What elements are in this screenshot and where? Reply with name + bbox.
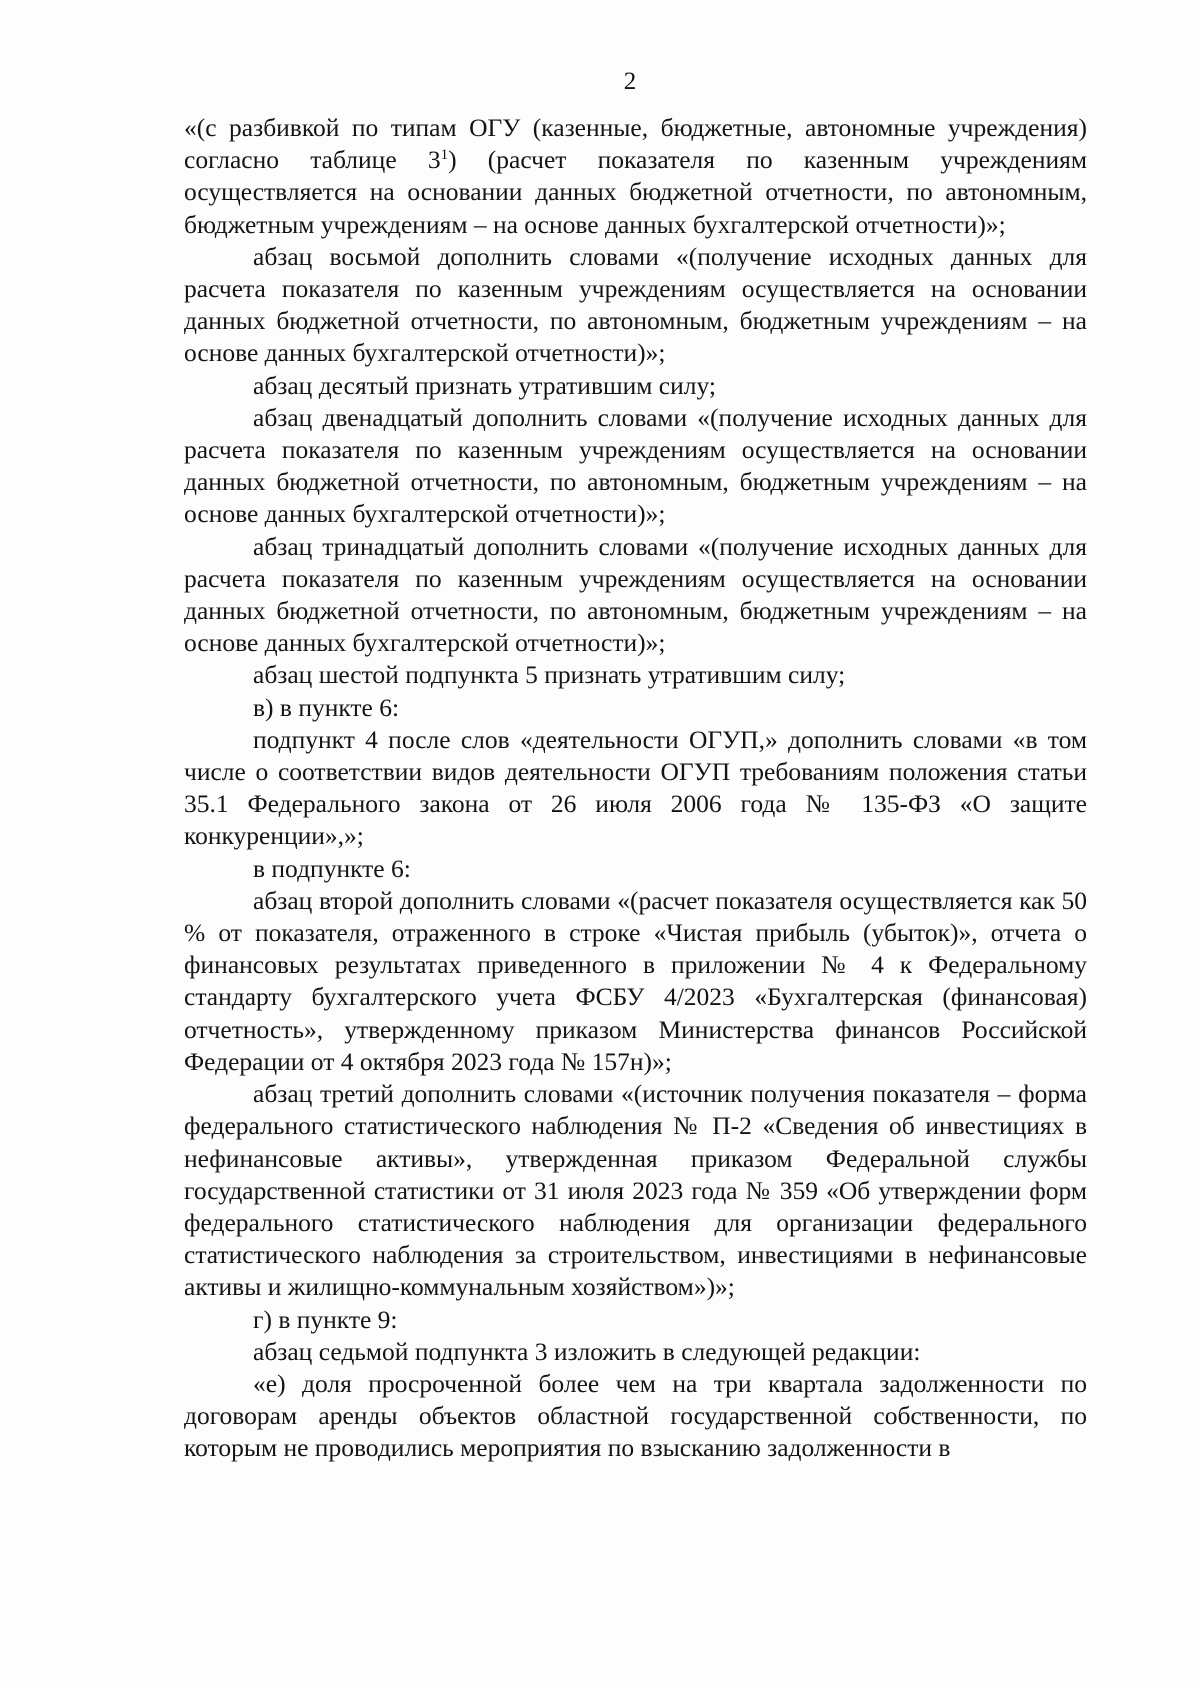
paragraph-1	[184, 112, 1087, 241]
page-number: 2	[623, 68, 637, 95]
paragraph-2: абзац восьмой дополнить словами «(получение исходных данных для расчета показателя по казенным учреждениям осуществляется на основании данных бюджетной отчетности, по автономным, бюджетным учреждениям – на основе данных бухгалтерской отчетности)»;	[184, 241, 1087, 368]
paragraph-text-continued: ) (расчет показателя по казенным учреждениям осуществляется на основании данных бюджетной отчетности, по автономным, бюджетным учреждениям – на основе данных бухгалтерской отчетности)»;	[184, 145, 1087, 239]
document-body	[184, 112, 1087, 1465]
paragraph-12: г) в пункте 9:	[253, 1304, 398, 1334]
paragraph-8: подпункт 4 после слов «деятельности ОГУП,» дополнить словами «в том числе о соответствии видов деятельности ОГУП требованиям положения статьи 35.1 Федерального закона от 26 июля 2006 года № 135-ФЗ «О защите конкуренции»,»;	[184, 724, 1087, 851]
paragraph-4: абзац двенадцатый дополнить словами «(получение исходных данных для расчета показателя по казенным учреждениям осуществляется на основании данных бюджетной отчетности, по автономным, бюджетным учреждениям – на основе данных бухгалтерской отчетности)»;	[184, 402, 1087, 529]
paragraph-3: абзац десятый признать утратившим силу;	[253, 370, 716, 400]
paragraph-6: абзац шестой подпункта 5 признать утратившим силу;	[253, 660, 846, 690]
paragraph-9: в подпункте 6:	[253, 853, 411, 883]
paragraph-13: абзац седьмой подпункта 3 изложить в следующей редакции:	[253, 1336, 921, 1366]
paragraph-5: абзац тринадцатый дополнить словами «(получение исходных данных для расчета показателя по казенным учреждениям осуществляется на основании данных бюджетной отчетности, по автономным, бюджетным учреждениям – на основе данных бухгалтерской отчетности)»;	[184, 531, 1087, 658]
paragraph-text: «(с разбивкой по типам ОГУ (казенные, бюджетные, автономные учреждения) согласно таблице 3	[184, 113, 1087, 175]
paragraph-10: абзац второй дополнить словами «(расчет показателя осуществляется как 50 % от показателя, отраженного в строке «Чистая прибыль (убыток)», отчета о финансовых результатах приведенного в приложении № 4 к Федеральному стандарту бухгалтерского учета ФСБУ 4/2023 «Бухгалтерская (финансовая) отчетность», утвержденному приказом Министерства финансов Российской Федерации от 4 октября 2023 года № 157н)»;	[184, 885, 1087, 1076]
paragraph-7: в) в пункте 6:	[253, 692, 400, 722]
paragraph-14: «е) доля просроченной более чем на три квартала задолженности по договорам аренды объектов областной государственной собственности, по которым не проводились мероприятия по взысканию задолженности в	[184, 1368, 1087, 1463]
paragraph-11: абзац третий дополнить словами «(источник получения показателя – форма федерального статистического наблюдения № П-2 «Сведения об инвестициях в нефинансовые активы», утвержденная приказом Федеральной службы государственной статистики от 31 июля 2023 года № 359 «Об утверждении форм федерального статистического наблюдения для организации федерального статистического наблюдения за строительством, инвестициями в нефинансовые активы и жилищно-коммунальным хозяйством»)»;	[184, 1079, 1087, 1302]
footnote-superscript: 1	[440, 147, 449, 164]
